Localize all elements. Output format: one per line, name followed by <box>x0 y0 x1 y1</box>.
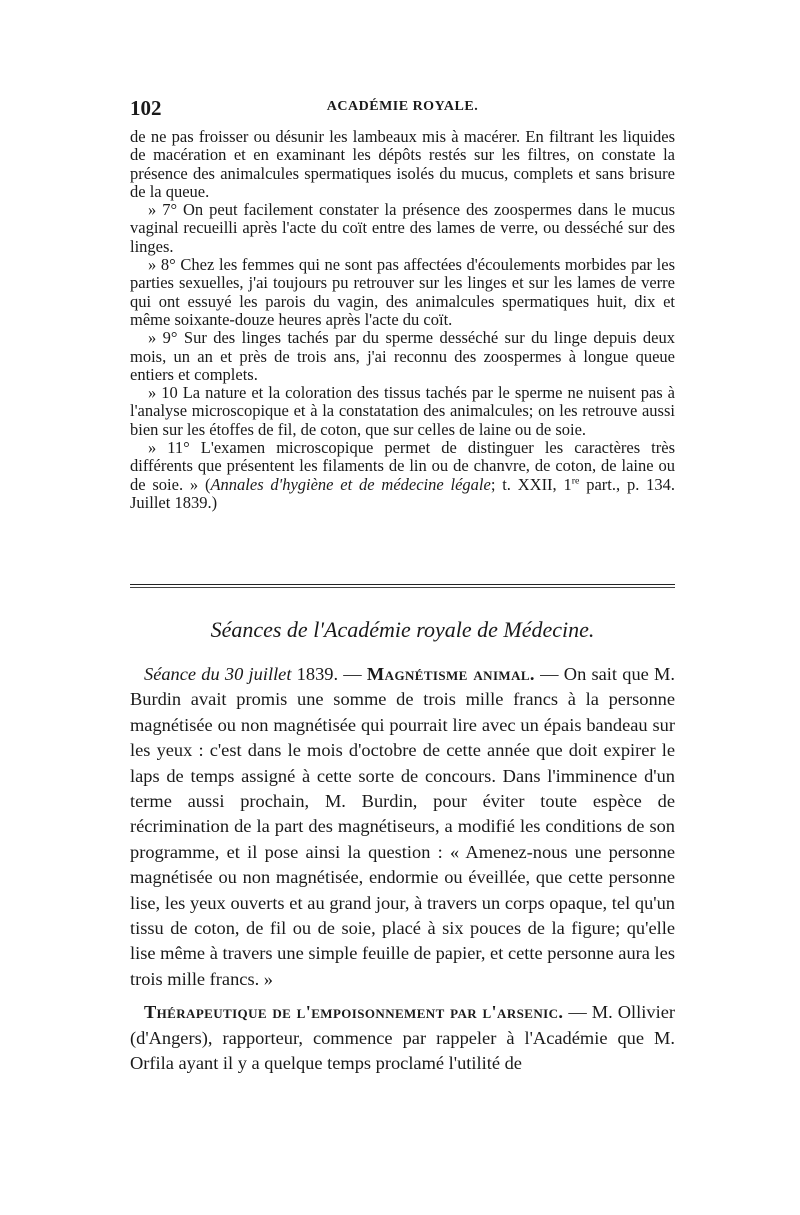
paragraph-item-7: » 7° On peut facilement constater la présence des zoospermes dans le mucus vaginal recueilli après l'acte du coït entre des lames de verre, ou desséché sur des linges. <box>130 200 675 256</box>
divider-rule-top <box>130 584 675 585</box>
arsenic-text: — M. Ollivier (d'Angers), rapporteur, commence par rappeler à l'Académie que M. Orfila ayant il y a quelque temps proclamé l'utilité de <box>130 1002 675 1074</box>
session-year: 1839. — <box>291 664 367 684</box>
magnetism-text: — On sait que M. Burdin avait promis une somme de trois mille francs à la personne magnétisée ou non magnétisée qui pourrait lire avec un épais bandeau sur les yeux : c'est dans le mois d'octobre de cette année que doit expirer le laps de temps assigné à cette sorte de concours. Dans l'imminence d'un terme aussi prochain, M. Burdin, pour éviter toute espèce de récrimination de la part des magnétiseurs, a modifié les conditions de son programme, et il pose ainsi la question : « Amenez-nous une personne magnétisée ou non magnétisée, endormie ou éveillée, que cette personne lise, les yeux ouverts et au grand jour, à travers un corps opaque, tel qu'un tissu de coton, de fil ou de soie, placé à six pouces de la figure; qu'elle lise même à travers une simple feuille de papier, et cette personne aura les trois mille francs. » <box>130 664 675 989</box>
running-head: ACADÉMIE ROYALE. <box>326 99 479 114</box>
page-header <box>130 96 675 120</box>
reference-superscript: re <box>571 475 580 487</box>
session-paragraph-arsenic <box>130 1000 675 1076</box>
quoted-conclusions <box>130 128 675 512</box>
topic-heading-arsenic: Thérapeutique de l'empoisonnement par l'arsenic. <box>144 1002 564 1023</box>
session-paragraph-magnetism <box>130 662 675 992</box>
paragraph-item-10: » 10 La nature et la coloration des tissus tachés par le sperme ne nuisent pas à l'analyse microscopique et à la constatation des animalcules; on les retrouve aussi bien sur les étoffes de fil, de coton, que sur celles de laine ou de soie. <box>130 383 675 439</box>
paragraph-item-9: » 9° Sur des linges tachés par du sperme desséché sur du linge depuis deux mois, un an et près de trois ans, j'ai reconnu des zoospermes à longue queue entiers et complets. <box>130 328 675 384</box>
paragraph-continuation: de ne pas froisser ou désunir les lambeaux mis à macérer. En filtrant les liquides de macération et en examinant les dépôts restés sur les filtres, on constate la présence des animalcules spermatiques isolés du mucus, complets et sans brisure de la queue. <box>130 127 675 201</box>
topic-heading-magnetism: Magnétisme animal. <box>366 664 535 684</box>
page-number: 102 <box>130 96 162 120</box>
paragraph-item-11 <box>130 439 675 512</box>
reference-details: part., p. 134. Juillet 1839.) <box>130 474 675 512</box>
section-divider <box>130 584 675 588</box>
item-11-text: » 11° L'examen microscopique permet de distinguer les caractères très différents que présentent les filaments de lin ou de chanvre, de coton, de laine ou de soie. » ( <box>130 438 675 494</box>
section-title: Séances de l'Académie royale de Médecine. <box>210 617 595 642</box>
session-date: Séance du 30 juillet <box>144 664 292 684</box>
divider-rule-bottom <box>130 587 675 588</box>
paragraph-item-8: » 8° Chez les femmes qui ne sont pas affectées d'écoulements morbides par les parties sexuelles, j'ai toujours pu retrouver sur les linges et sur les lames de verre qui ont essuyé les parois du vagin, des animalcules spermatiques huit, dix et même soixante-douze heures après l'acte du coït. <box>130 255 675 329</box>
reference-volume: ; t. XXII, 1 <box>490 474 572 494</box>
journal-title: Annales d'hygiène et de médecine légale <box>210 474 491 494</box>
session-report <box>130 662 675 1077</box>
